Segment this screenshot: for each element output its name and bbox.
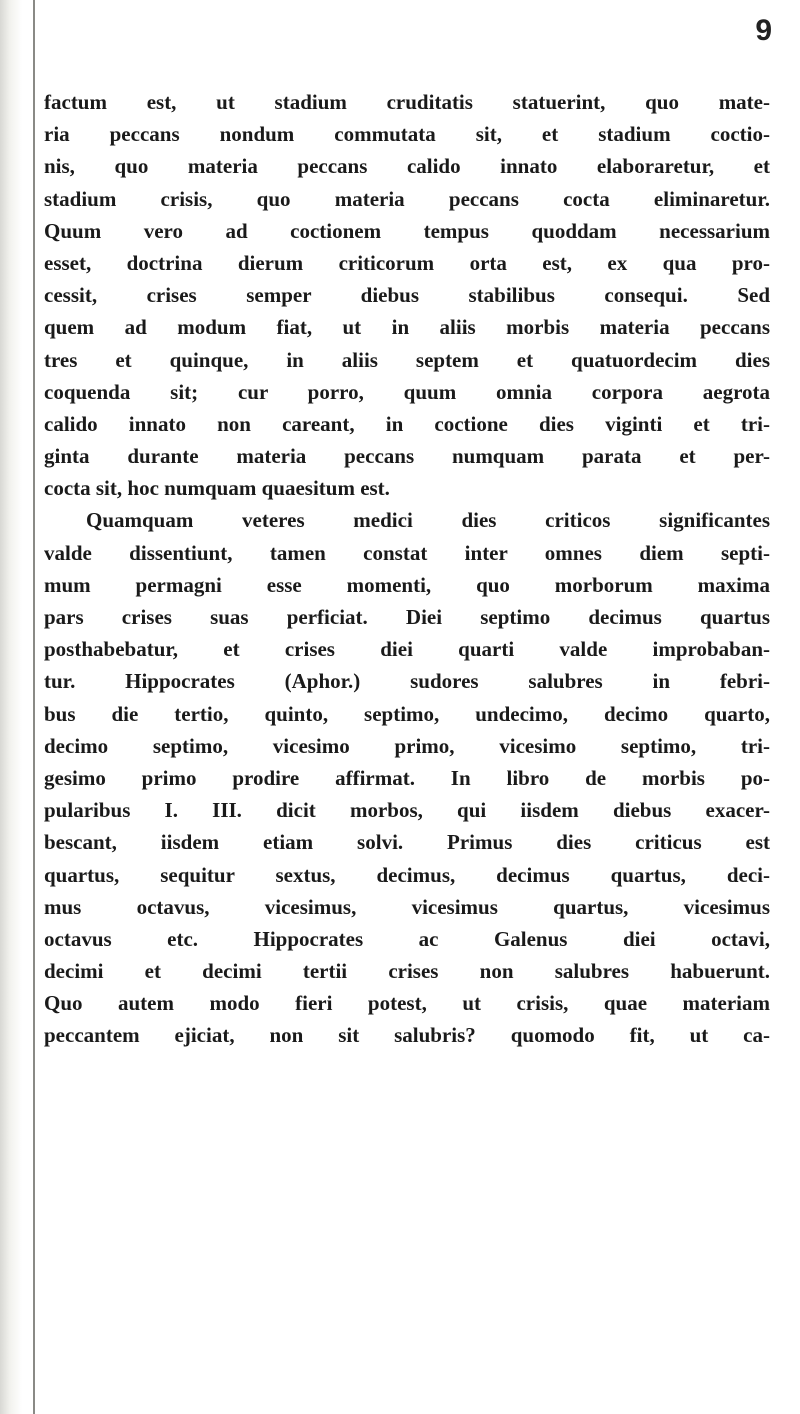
text-line: tur. Hippocrates (Aphor.) sudores salubres in febri- (44, 669, 770, 694)
page-number: 9 (755, 14, 772, 47)
text-line: bus die tertio, quinto, septimo, undecimo, decimo quarto, (44, 701, 770, 726)
text-line: mus octavus, vicesimus, vicesimus quartus, vicesimus (44, 894, 770, 919)
text-line: octavus etc. Hippocrates ac Galenus diei octavi, (44, 926, 770, 951)
text-line: coquenda sit; cur porro, quum omnia corpora aegrota (44, 379, 770, 404)
text-line: decimo septimo, vicesimo primo, vicesimo septimo, tri- (44, 733, 770, 758)
text-line: mum permagni esse momenti, quo morborum maxima (44, 572, 770, 597)
paragraph-end-line: cocta sit, hoc numquam quaesitum est. (44, 476, 390, 501)
text-line: peccantem ejiciat, non sit salubris? quomodo fit, ut ca- (44, 1023, 770, 1048)
text-line: bescant, iisdem etiam solvi. Primus dies criticus est (44, 830, 770, 855)
text-line: stadium crisis, quo materia peccans cocta eliminaretur. (44, 186, 770, 211)
text-line: gesimo primo prodire affirmat. In libro de morbis po- (44, 765, 770, 790)
binding-gutter (0, 0, 36, 1414)
text-line: posthabebatur, et crises diei quarti valde improbaban- (44, 637, 770, 662)
text-line: valde dissentiunt, tamen constat inter omnes diem septi- (44, 540, 770, 565)
text-line: cessit, crises semper diebus stabilibus consequi. Sed (44, 283, 770, 308)
text-line: Quum vero ad coctionem tempus quoddam necessarium (44, 218, 770, 243)
text-line: quartus, sequitur sextus, decimus, decimus quartus, deci- (44, 862, 770, 887)
text-line: pularibus I. III. dicit morbos, qui iisdem diebus exacer- (44, 798, 770, 823)
text-line: tres et quinque, in aliis septem et quatuordecim dies (44, 347, 770, 372)
body-text (44, 86, 770, 1052)
text-line: ria peccans nondum commutata sit, et stadium coctio- (44, 122, 770, 147)
text-line: decimi et decimi tertii crises non salubres habuerunt. (44, 959, 770, 984)
binding-edge-line (33, 0, 35, 1414)
text-line: Quo autem modo fieri potest, ut crisis, quae materiam (44, 991, 770, 1016)
text-line: quem ad modum fiat, ut in aliis morbis materia peccans (44, 315, 770, 340)
paragraph-start-line: Quamquam veteres medici dies criticos significantes (86, 508, 770, 533)
text-line: calido innato non careant, in coctione dies viginti et tri- (44, 411, 770, 436)
text-line: ginta durante materia peccans numquam parata et per- (44, 444, 770, 469)
text-line: esset, doctrina dierum criticorum orta est, ex qua pro- (44, 250, 770, 275)
text-line: nis, quo materia peccans calido innato elaboraretur, et (44, 154, 770, 179)
text-line: factum est, ut stadium cruditatis statuerint, quo mate- (44, 90, 770, 114)
text-line: pars crises suas perficiat. Diei septimo decimus quartus (44, 605, 770, 629)
